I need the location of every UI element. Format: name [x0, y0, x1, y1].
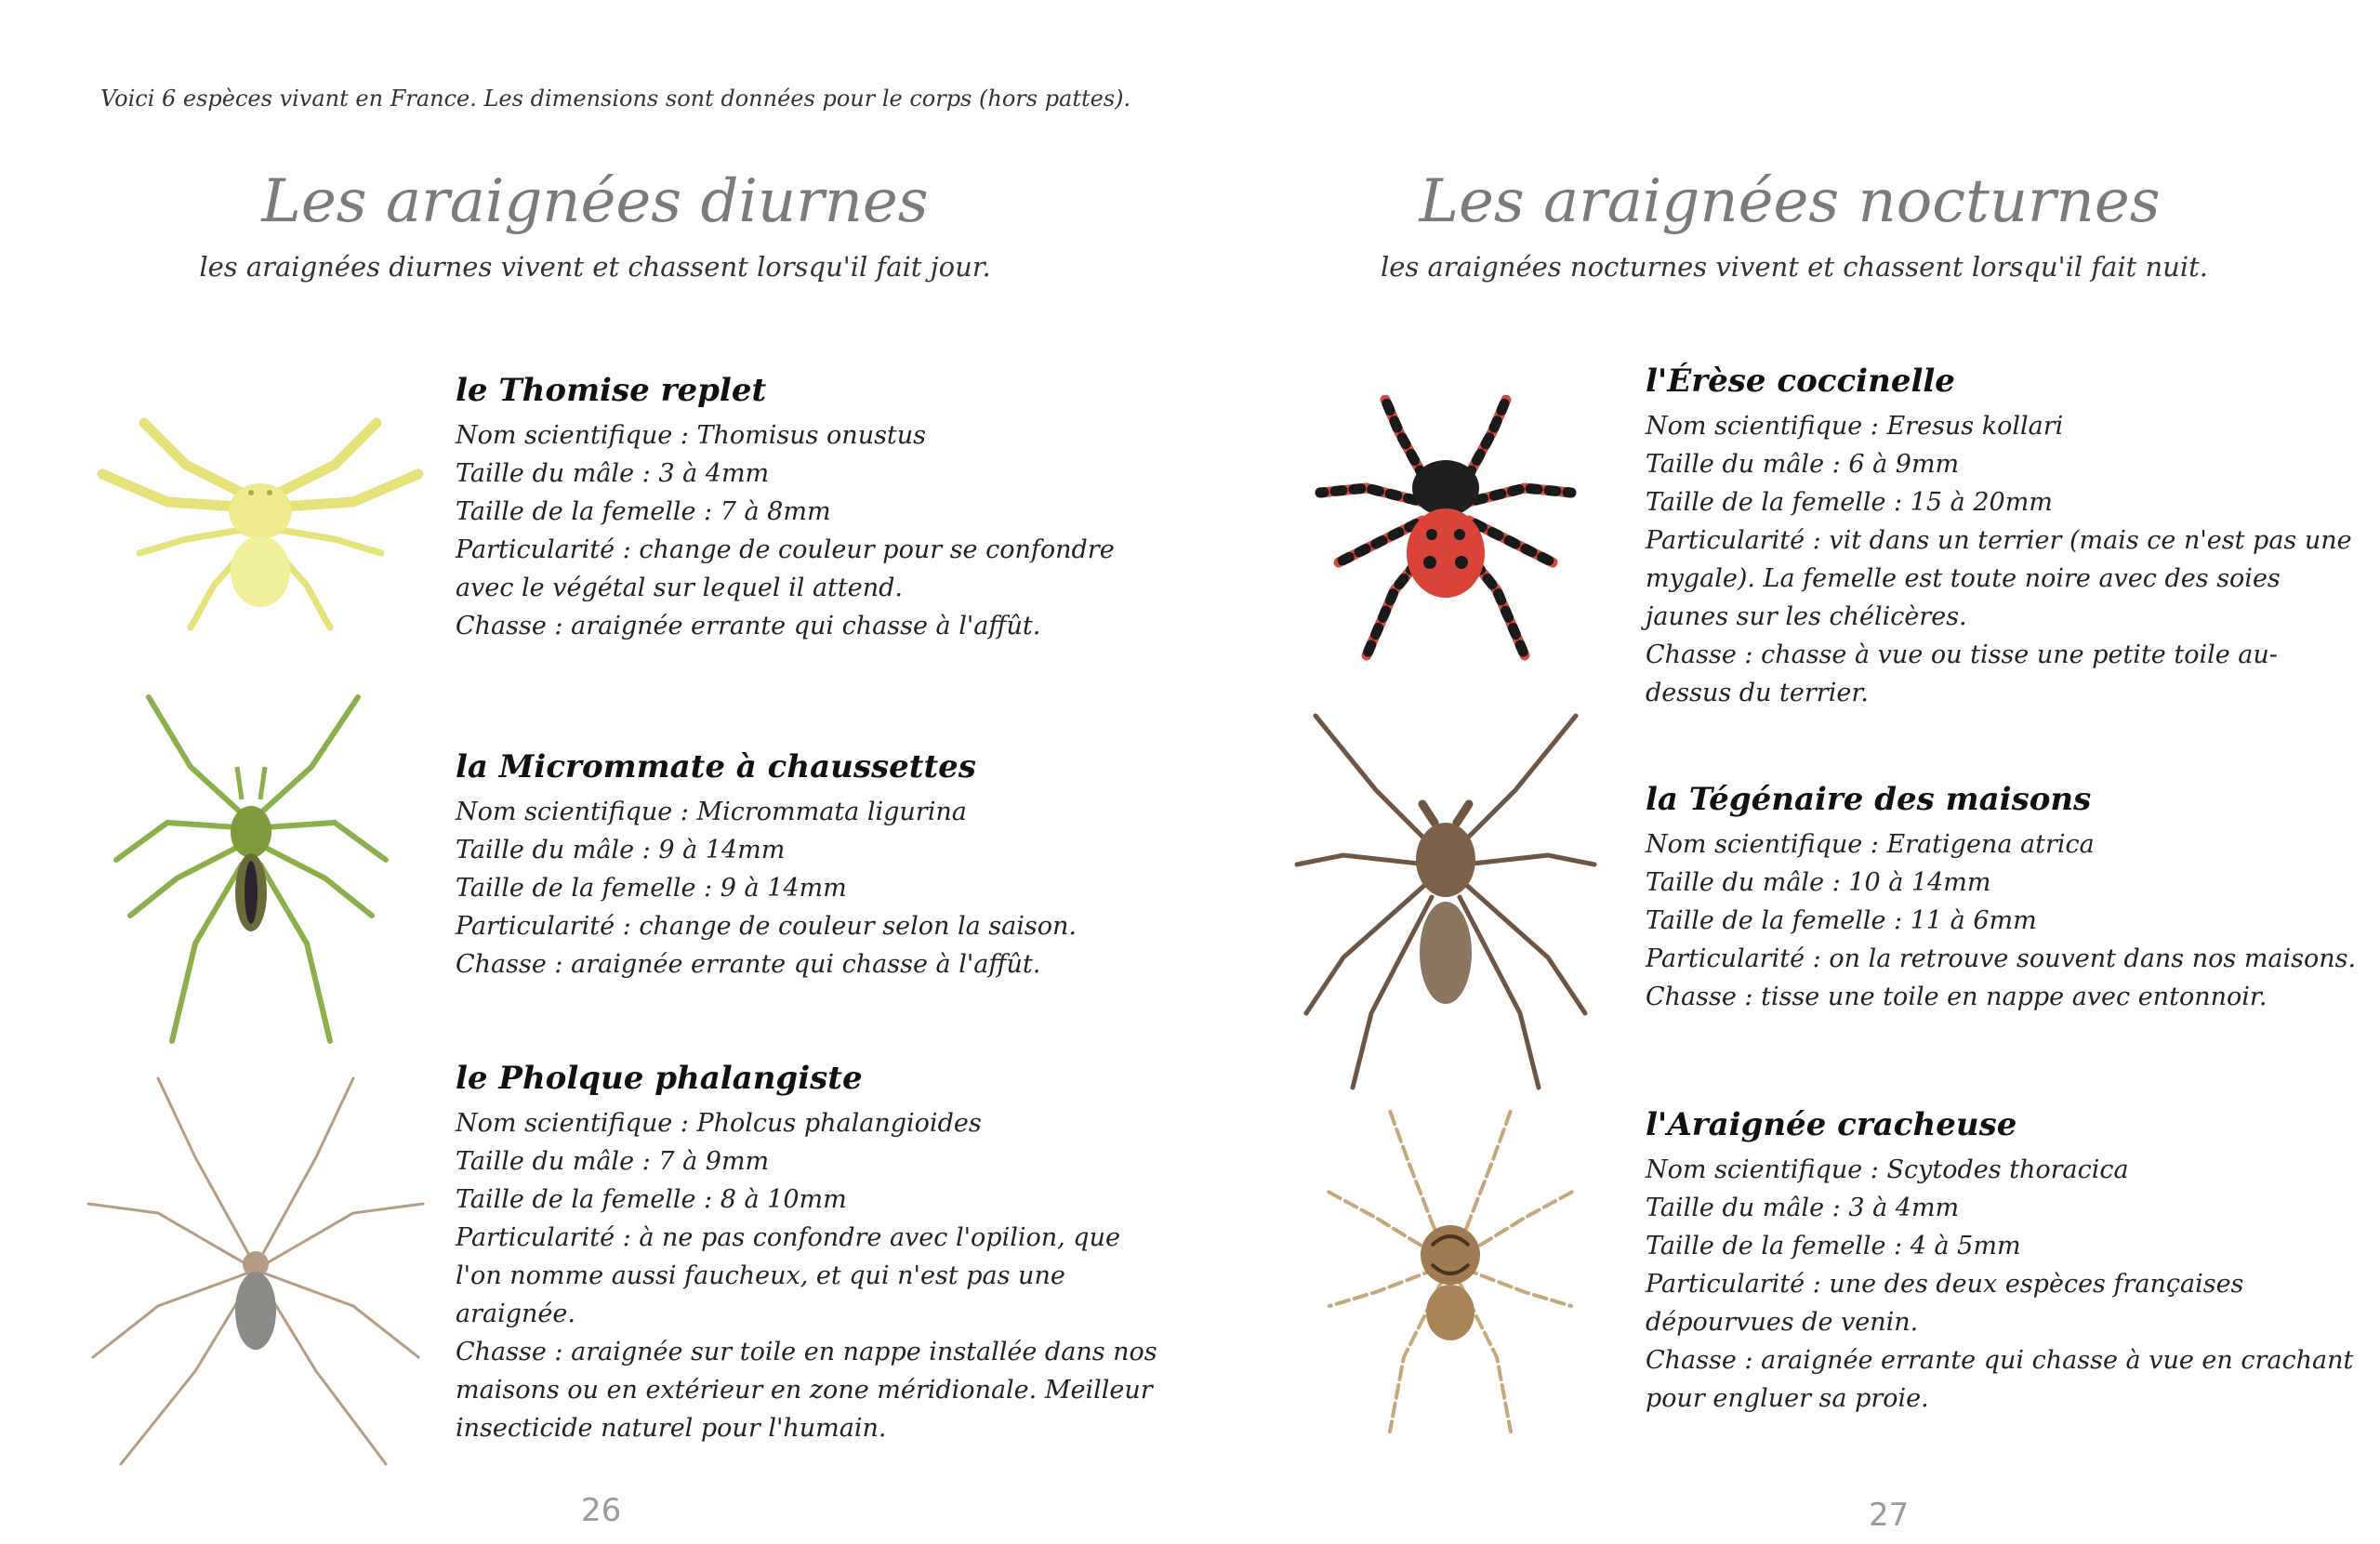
particularity-label: Particularité : — [456, 1223, 631, 1252]
section-title-diurnal: Les araignées diurnes — [261, 167, 929, 236]
scientific-name-line — [456, 1104, 1162, 1142]
male-size-label: Taille du mâle : — [1646, 868, 1841, 897]
hunting: tisse une toile en nappe avec entonnoir. — [1761, 983, 2268, 1011]
female-size: 8 à 10mm — [720, 1185, 847, 1214]
hunting: chasse à vue ou tisse une petite toile au-dessus du terrier. — [1646, 640, 2278, 707]
species-name: le Thomise replet — [456, 372, 767, 409]
particularity-line — [1646, 521, 2361, 636]
female-size-label: Taille de la femelle : — [456, 1185, 713, 1214]
hunting-label: Chasse : — [456, 612, 563, 640]
particularity-label: Particularité : — [1646, 1270, 1821, 1299]
female-size: 4 à 5mm — [1910, 1232, 2021, 1260]
hunting: araignée errante qui chasse à vue en crachant pour engluer sa proie. — [1646, 1346, 2354, 1413]
particularity-label: Particularité : — [456, 912, 631, 941]
male-size-line — [1646, 445, 2361, 483]
female-size-label: Taille de la femelle : — [456, 874, 713, 903]
scientific-name: Micrommata ligurina — [696, 798, 967, 826]
species-name: l'Érèse coccinelle — [1646, 363, 1955, 400]
female-size-line — [1646, 483, 2361, 521]
species-entry-tegenaire — [1646, 781, 2361, 1016]
female-size-line — [456, 1181, 1162, 1219]
section-subtitle-diurnal: les araignées diurnes vivent et chassent lorsqu'il fait jour. — [199, 251, 991, 283]
female-size-label: Taille de la femelle : — [1646, 488, 1903, 517]
male-size-line — [1646, 1189, 2361, 1227]
species-name: la Tégénaire des maisons — [1646, 781, 2092, 818]
particularity-line — [456, 1219, 1162, 1333]
particularity-label: Particularité : — [1646, 526, 1821, 555]
scientific-name: Scytodes thoracica — [1886, 1155, 2129, 1184]
female-size: 7 à 8mm — [720, 497, 831, 526]
female-size-line — [1646, 1227, 2361, 1265]
scientific-label: Nom scientifique : — [456, 798, 689, 826]
cellar-spider-illustration — [84, 1074, 428, 1473]
male-size: 6 à 9mm — [1848, 450, 1960, 479]
particularity: change de couleur pour se confondre avec le végétal sur lequel il attend. — [456, 535, 1115, 602]
scientific-label: Nom scientifique : — [456, 1109, 689, 1138]
particularity-line — [1646, 940, 2361, 978]
scientific-name: Eresus kollari — [1886, 412, 2064, 441]
scientific-name: Thomisus onustus — [696, 421, 927, 450]
hunting-line — [456, 945, 1162, 983]
scientific-name-line — [1646, 825, 2361, 864]
species-entry-araignee-cracheuse — [1646, 1106, 2361, 1418]
scientific-name-line — [456, 793, 1162, 831]
male-size: 10 à 14mm — [1848, 868, 1991, 897]
scientific-label: Nom scientifique : — [1646, 1155, 1879, 1184]
male-size: 3 à 4mm — [658, 459, 770, 488]
particularity-line — [456, 531, 1162, 607]
particularity: vit dans un terrier (mais ce n'est pas une mygale). La femelle est toute noire avec des soies jaunes sur les chélicères. — [1646, 526, 2352, 631]
male-size-line — [456, 831, 1162, 869]
scientific-label: Nom scientifique : — [1646, 830, 1879, 859]
hunting: araignée errante qui chasse à l'affût. — [571, 612, 1041, 640]
hunting-line — [456, 607, 1162, 645]
female-size: 11 à 6mm — [1910, 906, 2037, 935]
male-size: 9 à 14mm — [658, 836, 786, 864]
particularity-label: Particularité : — [1646, 944, 1821, 973]
page-number-left: 26 — [581, 1492, 622, 1529]
species-entry-erese — [1646, 363, 2361, 712]
hunting-line — [1646, 1341, 2361, 1418]
hunting-label: Chasse : — [1646, 640, 1753, 669]
male-size: 3 à 4mm — [1848, 1194, 1960, 1222]
scientific-name-line — [1646, 1151, 2361, 1189]
male-size-label: Taille du mâle : — [456, 1147, 651, 1176]
female-size: 15 à 20mm — [1910, 488, 2053, 517]
scientific-name-line — [1646, 407, 2361, 445]
particularity-label: Particularité : — [456, 535, 631, 564]
hunting-line — [1646, 978, 2361, 1016]
green-huntsman-spider-illustration — [112, 693, 390, 1046]
hunting-label: Chasse : — [456, 950, 563, 979]
yellow-crab-spider-illustration — [93, 400, 428, 641]
hunting-label: Chasse : — [1646, 1346, 1753, 1375]
page-number-right: 27 — [1869, 1497, 1910, 1534]
male-size-label: Taille du mâle : — [1646, 1194, 1841, 1222]
particularity-line — [1646, 1265, 2361, 1341]
ladybird-spider-illustration — [1311, 395, 1580, 665]
female-size: 9 à 14mm — [720, 874, 847, 903]
hunting-line — [1646, 636, 2361, 712]
hunting: araignée sur toile en nappe installée dans nos maisons ou en extérieur en zone méridionale. Meilleur insecticide naturel pour l'humain. — [456, 1338, 1157, 1443]
female-size-line — [456, 493, 1162, 531]
female-size-label: Taille de la femelle : — [456, 497, 713, 526]
male-size-line — [456, 1142, 1162, 1181]
particularity: change de couleur selon la saison. — [639, 912, 1077, 941]
scientific-label: Nom scientifique : — [456, 421, 689, 450]
male-size-label: Taille du mâle : — [456, 836, 651, 864]
section-title-nocturnal: Les araignées nocturnes — [1419, 167, 2161, 236]
species-name: le Pholque phalangiste — [456, 1060, 863, 1097]
male-size-label: Taille du mâle : — [456, 459, 651, 488]
female-size-line — [1646, 902, 2361, 940]
hunting: araignée errante qui chasse à l'affût. — [571, 950, 1041, 979]
species-entry-thomise — [456, 372, 1162, 645]
scientific-name: Pholcus phalangioides — [696, 1109, 982, 1138]
spitting-spider-illustration — [1320, 1106, 1580, 1441]
scientific-label: Nom scientifique : — [1646, 412, 1879, 441]
species-name: la Micrommate à chaussettes — [456, 748, 976, 785]
section-subtitle-nocturnal: les araignées nocturnes vivent et chassent lorsqu'il fait nuit. — [1380, 251, 2209, 283]
male-size-label: Taille du mâle : — [1646, 450, 1841, 479]
hunting-label: Chasse : — [1646, 983, 1753, 1011]
scientific-name-line — [456, 416, 1162, 455]
female-size-label: Taille de la femelle : — [1646, 906, 1903, 935]
female-size-label: Taille de la femelle : — [1646, 1232, 1903, 1260]
house-spider-illustration — [1288, 706, 1604, 1097]
hunting-line — [456, 1333, 1162, 1447]
species-name: l'Araignée cracheuse — [1646, 1106, 2017, 1143]
male-size: 7 à 9mm — [658, 1147, 770, 1176]
male-size-line — [1646, 864, 2361, 902]
male-size-line — [456, 455, 1162, 493]
hunting-label: Chasse : — [456, 1338, 563, 1366]
particularity: on la retrouve souvent dans nos maisons. — [1829, 944, 2357, 973]
particularity-line — [456, 907, 1162, 945]
female-size-line — [456, 869, 1162, 907]
scientific-name: Eratigena atrica — [1886, 830, 2095, 859]
species-entry-micrommate — [456, 748, 1162, 983]
species-entry-pholque — [456, 1060, 1162, 1447]
particularity: à ne pas confondre avec l'opilion, que l'on nomme aussi faucheux, et qui n'est pas une araignée. — [456, 1223, 1120, 1328]
particularity: une des deux espèces françaises dépourvues de venin. — [1646, 1270, 2244, 1337]
intro-text: Voici 6 espèces vivant en France. Les dimensions sont données pour le corps (hors pattes). — [100, 86, 1131, 112]
